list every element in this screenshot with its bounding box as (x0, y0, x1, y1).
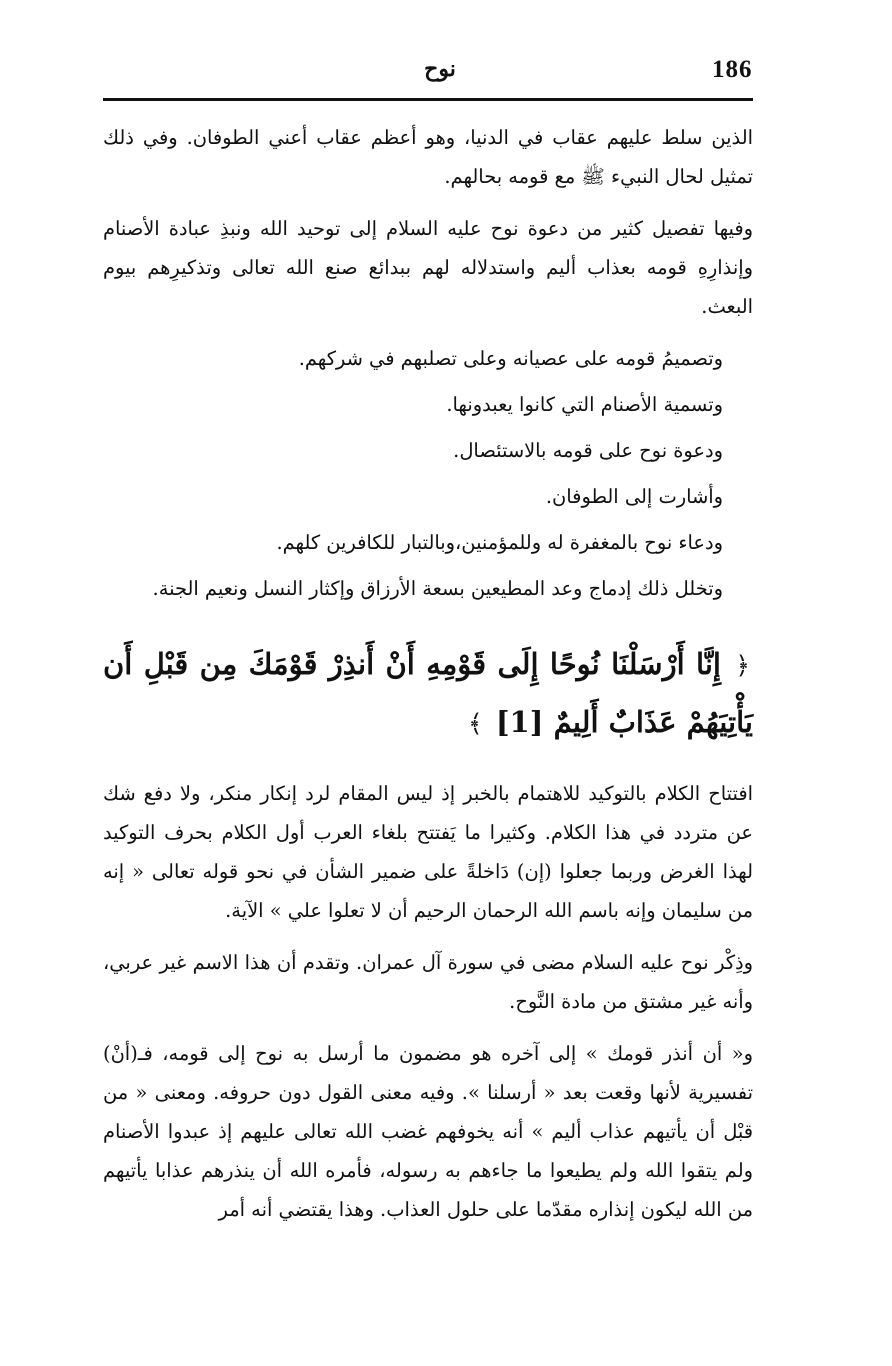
running-title: نوح (424, 56, 456, 82)
quran-verse (103, 636, 753, 752)
paragraph-1: الذين سلط عليهم عقاب في الدنيا، وهو أعظم عقاب أعني الطوفان. وفي ذلك تمثيل لحال النبيء ﷺ مع قومه بحالهم. (103, 126, 753, 188)
page-header (0, 52, 892, 92)
body-text (103, 118, 753, 1242)
page-number: 186 (712, 56, 753, 83)
paragraph-5: و« أن أنذر قومك » إلى آخره هو مضمون ما أرسل به نوح إلى قومه، فـ(أنْ) تفسيرية لأنها وقعت بعد « أرسلنا ». وفيه معنى القول دون حروفه. ومعنى « من قبْل أن يأتيهم عذاب أليم » أنه يخوفهم غضب الله تعالى عليهم إذ عبدوا الأصنام ولم يتقوا الله ولم يطيعوا ما جاءهم به رسوله، فأمره الله أن ينذرهم عذابا يأتيهم من الله ليكون إنذاره مقدّما على حلول العذاب. وهذا يقتضي أنه أمر (103, 1042, 753, 1221)
verse-text: إِنَّا أَرْسَلْنَا نُوحًا إِلَى قَوْمِهِ أَنْ أَنذِرْ قَوْمَكَ مِن قَبْلِ أَن يَأْتِيَهُمْ عَذَابٌ أَلِيمٌ (103, 647, 753, 739)
paragraph-3: افتتاح الكلام بالتوكيد للاهتمام بالخبر إذ ليس المقام لرد إنكار منكر، ولا دفع شك عن متردد في هذا الكلام. وكثيرا ما يَفتتح بلغاء العرب أول الكلام بحرف التوكيد لهذا الغرض وربما جعلوا (إن) دَاخلةً على ضمير الشأن في نحو قوله تعالى « إنه من سليمان وإنه باسم الله الرحمان الرحيم أن لا تعلوا علي » الآية. (103, 782, 753, 922)
verse-open-brace: ﴿ (735, 651, 750, 680)
list-item: وأشارت إلى الطوفان. (545, 485, 723, 508)
list-item: ودعاء نوح بالمغفرة له وللمؤمنين،وبالتبار للكافرين كلهم. (276, 531, 723, 554)
header-rule (103, 98, 753, 101)
list-item: وتسمية الأصنام التي كانوا يعبدونها. (446, 393, 723, 416)
paragraph-2: وفيها تفصيل كثير من دعوة نوح عليه السلام إلى توحيد الله ونبذِ عبادة الأصنام وإنذارِهِ قومه بعذاب أليم واستدلاله لهم ببدائع صنع الله تعالى وتذكيرِهم بيوم البعث. (103, 217, 753, 318)
list-item: وتصميمُ قومه على عصيانه وعلى تصلبهم في شركهم. (298, 347, 723, 370)
verse-number: [1] (495, 705, 544, 739)
paragraph-4: وذِكْر نوح عليه السلام مضى في سورة آل عمران. وتقدم أن هذا الاسم غير عربي، وأنه غير مشتق من مادة النَّوح. (103, 951, 753, 1013)
verse-close-brace: ﴾ (468, 709, 483, 738)
topic-list (103, 339, 753, 608)
list-item: ودعوة نوح على قومه بالاستئصال. (453, 439, 723, 462)
list-item: وتخلل ذلك إدماج وعد المطيعين بسعة الأرزاق وإكثار النسل ونعيم الجنة. (152, 577, 723, 600)
